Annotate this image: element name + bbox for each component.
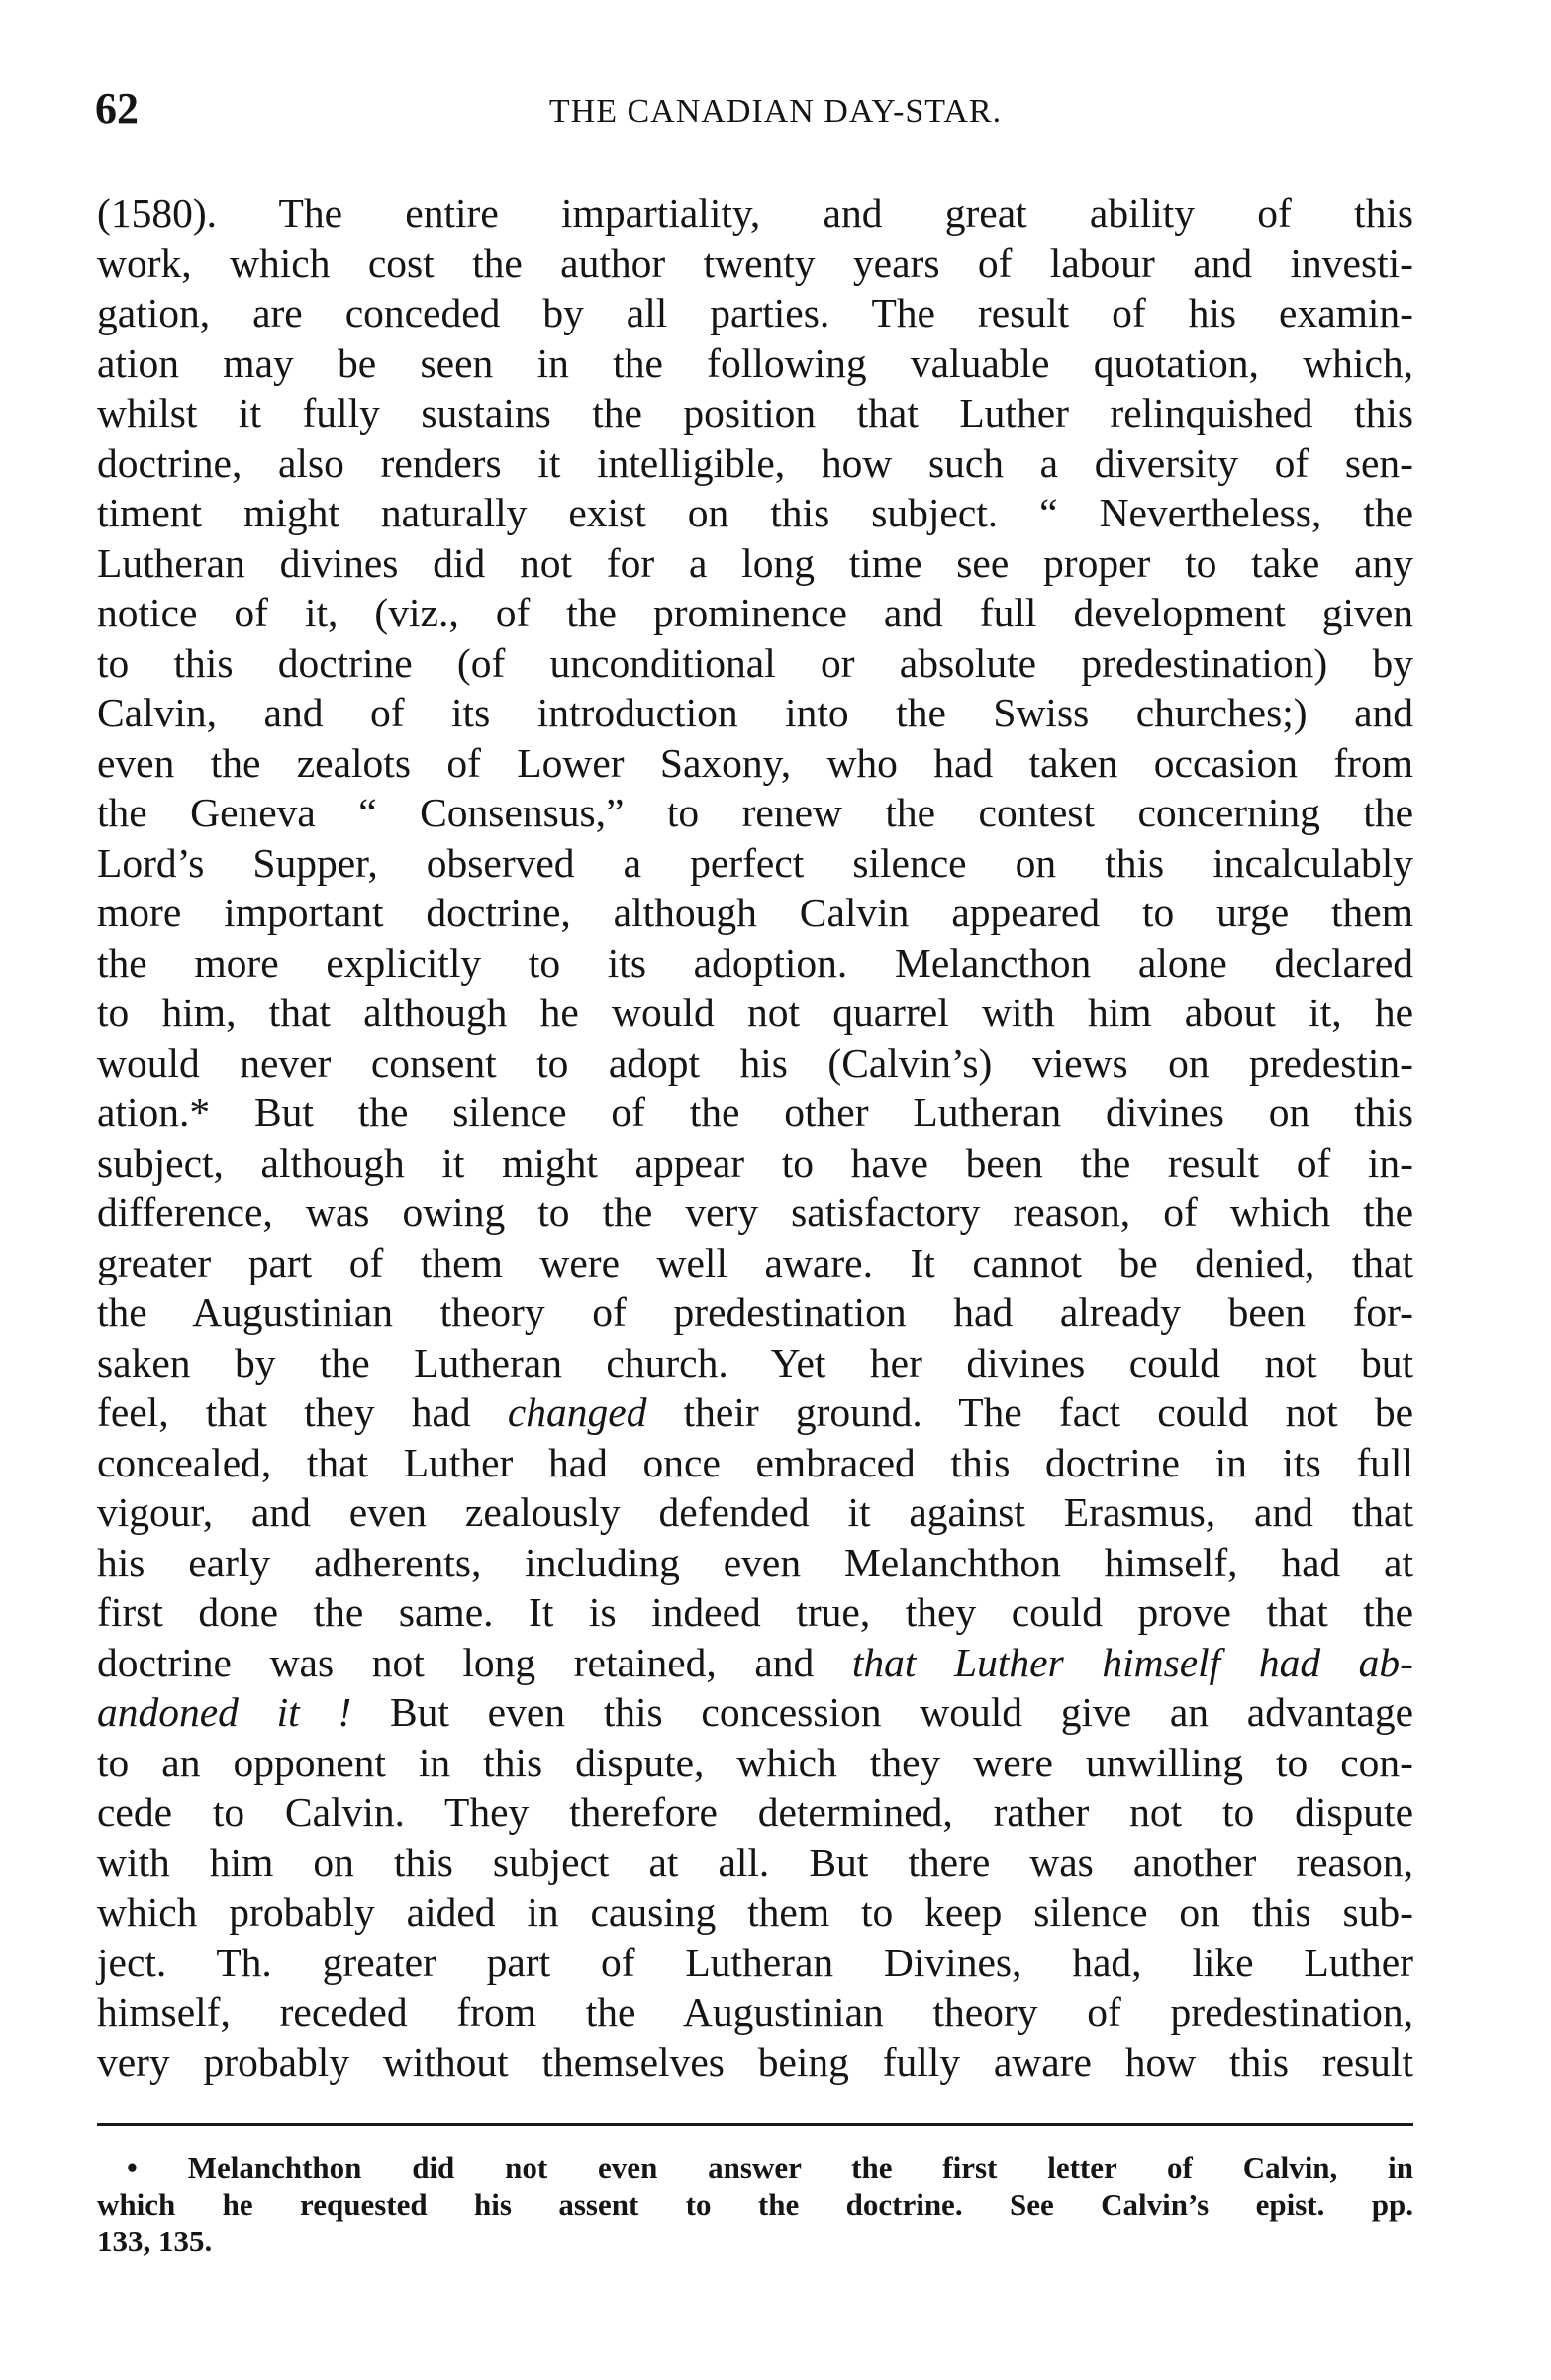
text-segment: doctrine was not long retained, and bbox=[97, 1639, 815, 1685]
text-line bbox=[97, 1687, 1413, 1738]
text-line: himself, receded from the Augustinian theory of predestination, bbox=[97, 1989, 1413, 2035]
text-line: with him on this subject at all. But there was another reason, bbox=[97, 1839, 1413, 1885]
footnote-line: which he requested his assent to the doctrine. See Calvin’s epist. pp. bbox=[97, 2187, 1413, 2222]
text-line: ation.* But the silence of the other Lutheran divines on this bbox=[97, 1090, 1413, 1135]
text-line: timent might naturally exist on this subject. “ Nevertheless, the bbox=[97, 490, 1413, 535]
text-line: ject. Th. greater part of Lutheran Divines, had, like Luther bbox=[97, 1939, 1413, 1985]
text-segment: But even this concession would give an advantage bbox=[389, 1689, 1413, 1735]
italic-text: that Luther himself had ab- bbox=[851, 1639, 1413, 1685]
page-number: 62 bbox=[95, 84, 139, 133]
text-line: Lord’s Supper, observed a perfect silence on this incalculably bbox=[97, 839, 1413, 886]
text-line: would never consent to adopt his (Calvin’s) views on predestin- bbox=[97, 1039, 1413, 1086]
text-line: Lutheran divines did not for a long time see proper to take any bbox=[97, 539, 1413, 586]
text-line: cede to Calvin. They therefore determined, rather not to dispute bbox=[97, 1789, 1413, 1835]
text-line: first done the same. It is indeed true, they could prove that the bbox=[97, 1589, 1413, 1635]
footnote bbox=[97, 2149, 1413, 2259]
text-segment: their ground. The fact could not be bbox=[683, 1389, 1414, 1435]
italic-text: changed bbox=[507, 1389, 647, 1435]
text-line: ation may be seen in the following valuable quotation, which, bbox=[97, 339, 1413, 386]
text-segment: feel, that they had bbox=[97, 1389, 471, 1435]
text-line: difference, was owing to the very satisfactory reason, of which the bbox=[97, 1190, 1413, 1235]
footnote-line: 133, 135. bbox=[97, 2224, 213, 2258]
footnote-rule bbox=[97, 2123, 1413, 2126]
text-line: to him, that although he would not quarrel with him about it, he bbox=[97, 990, 1413, 1035]
text-line: gation, are conceded by all parties. The result of his examin- bbox=[97, 290, 1413, 335]
text-line: saken by the Lutheran church. Yet her divines could not but bbox=[97, 1339, 1413, 1385]
text-line: notice of it, (viz., of the prominence and full development given bbox=[97, 590, 1413, 635]
text-line bbox=[97, 1638, 1413, 1688]
text-line: Calvin, and of its introduction into the Swiss churches;) and bbox=[97, 690, 1413, 735]
text-line: which probably aided in causing them to keep silence on this sub- bbox=[97, 1889, 1413, 1935]
text-line: whilst it fully sustains the position that Luther relinquished this bbox=[97, 390, 1413, 435]
text-line: to this doctrine (of unconditional or absolute predestination) by bbox=[97, 639, 1413, 686]
footnote-line: • Melanchthon did not even answer the first letter of Calvin, in bbox=[127, 2150, 1413, 2185]
text-line: even the zealots of Lower Saxony, who had taken occasion from bbox=[97, 739, 1413, 786]
running-title: THE CANADIAN DAY-STAR. bbox=[548, 93, 1003, 130]
text-line: to an opponent in this dispute, which they were unwilling to con- bbox=[97, 1739, 1413, 1785]
main-text bbox=[97, 188, 1413, 2087]
text-line: greater part of them were well aware. It cannot be denied, that bbox=[97, 1239, 1413, 1285]
text-line: doctrine, also renders it intelligible, how such a diversity of sen- bbox=[97, 439, 1413, 486]
italic-text: andoned it ! bbox=[97, 1689, 352, 1735]
text-line: more important doctrine, although Calvin appeared to urge them bbox=[97, 890, 1413, 935]
text-line: subject, although it might appear to have been the result of in- bbox=[97, 1139, 1413, 1186]
text-line: his early adherents, including even Melanchthon himself, had at bbox=[97, 1539, 1413, 1585]
text-line: work, which cost the author twenty years of labour and investi- bbox=[97, 239, 1413, 286]
text-line: the more explicitly to its adoption. Melancthon alone declared bbox=[97, 939, 1413, 986]
text-line: vigour, and even zealously defended it against Erasmus, and that bbox=[97, 1489, 1413, 1535]
text-line bbox=[97, 1387, 1413, 1438]
text-line: very probably without themselves being fully aware how this result bbox=[97, 2039, 1413, 2085]
text-line: concealed, that Luther had once embraced this doctrine in its full bbox=[97, 1439, 1413, 1485]
text-line: the Augustinian theory of predestination had already been for- bbox=[97, 1289, 1413, 1335]
text-line: (1580). The entire impartiality, and great ability of this bbox=[97, 190, 1413, 236]
text-line: the Geneva “ Consensus,” to renew the contest concerning the bbox=[97, 790, 1413, 835]
